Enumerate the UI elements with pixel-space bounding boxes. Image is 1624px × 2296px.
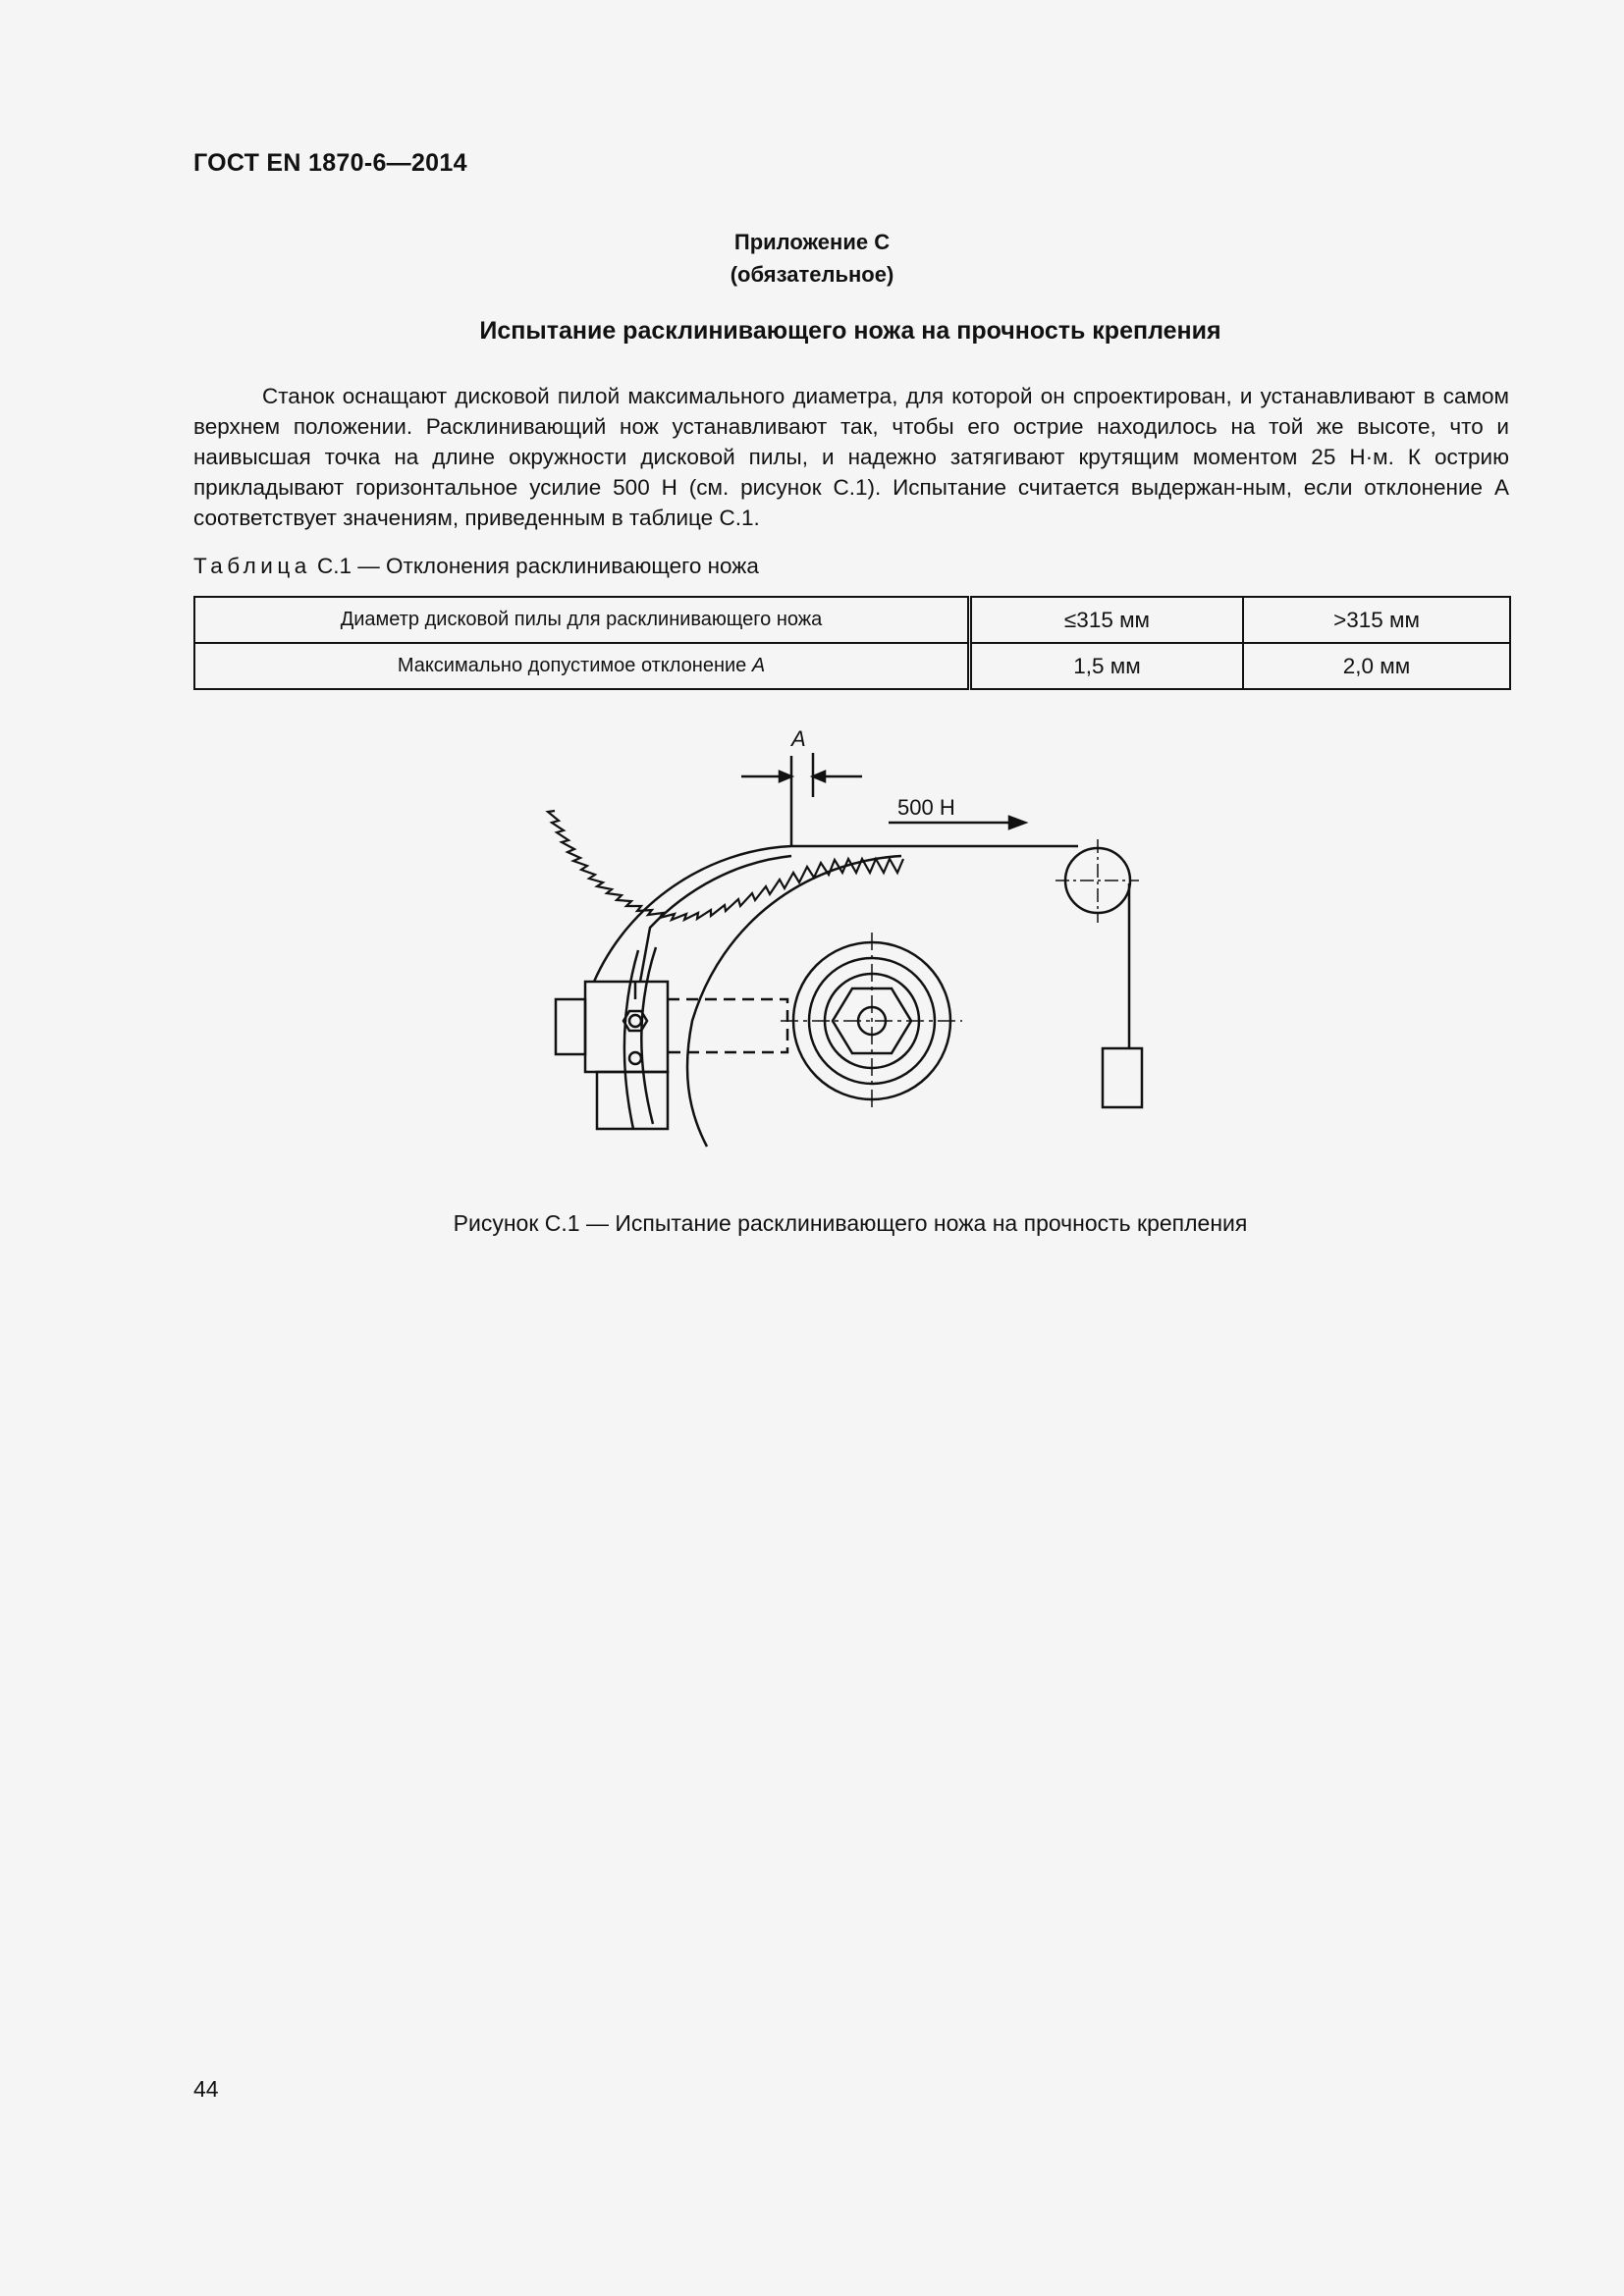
table-caption-prefix: Таблица — [193, 554, 311, 578]
dim-arrowhead-left — [780, 772, 791, 781]
table-cell-value: 2,0 мм — [1243, 643, 1510, 689]
dim-arrowhead-right — [813, 772, 825, 781]
dim-label-a: A — [791, 726, 806, 751]
page-number: 44 — [193, 2076, 219, 2102]
section-title: Испытание расклинивающего ножа на прочность крепления — [479, 317, 1221, 345]
document-header: ГОСТ EN 1870-6—2014 — [193, 149, 467, 177]
riving-knife-slot — [624, 947, 656, 1129]
table-cell-value: ≤315 мм — [970, 597, 1244, 643]
row-label: Диаметр дисковой пилы для расклинивающего ножа — [340, 609, 823, 630]
saw-blade-inner-arc — [687, 856, 901, 1147]
clamp-bolt — [629, 1015, 641, 1027]
mounting-flange — [556, 999, 585, 1054]
test-weight — [1103, 1048, 1142, 1107]
arbor-dashed — [668, 999, 787, 1052]
figure-caption: Рисунок С.1 — Испытание расклинивающего ножа на прочность крепления — [453, 1210, 1248, 1236]
force-arrowhead — [1009, 817, 1025, 828]
body-paragraph: Станок оснащают дисковой пилой максимального диаметра, для которой он спроектирован, и устанавливают в самом верхнем положении. Расклинивающий нож устанавливают так, чтобы его острие находилось на той же высоте, что и наивысшая точка на длине окружности дисковой пилы, и надежно затягивают крутящим моментом 25 Н·м. К острию прикладывают горизонтальное усилие 500 Н (см. рисунок С.1). Испытание считается выдержан-ным, если отклонение А соответствует значениям, приведенным в таблице С.1. — [193, 384, 1509, 530]
force-label: 500 Н — [897, 795, 955, 820]
appendix-status: (обязательное) — [730, 262, 894, 287]
row-label: Максимально допустимое отклонение — [397, 655, 752, 676]
riving-knife-outline — [594, 846, 1078, 982]
table-cell-value: 1,5 мм — [970, 643, 1244, 689]
table-cell-value: >315 мм — [1243, 597, 1510, 643]
clamp-bolt-lower — [629, 1052, 641, 1064]
table-caption-text: С.1 — Отклонения расклинивающего ножа — [317, 554, 759, 578]
row-label-var: A — [751, 655, 766, 676]
appendix-label: Приложение С — [733, 230, 891, 254]
